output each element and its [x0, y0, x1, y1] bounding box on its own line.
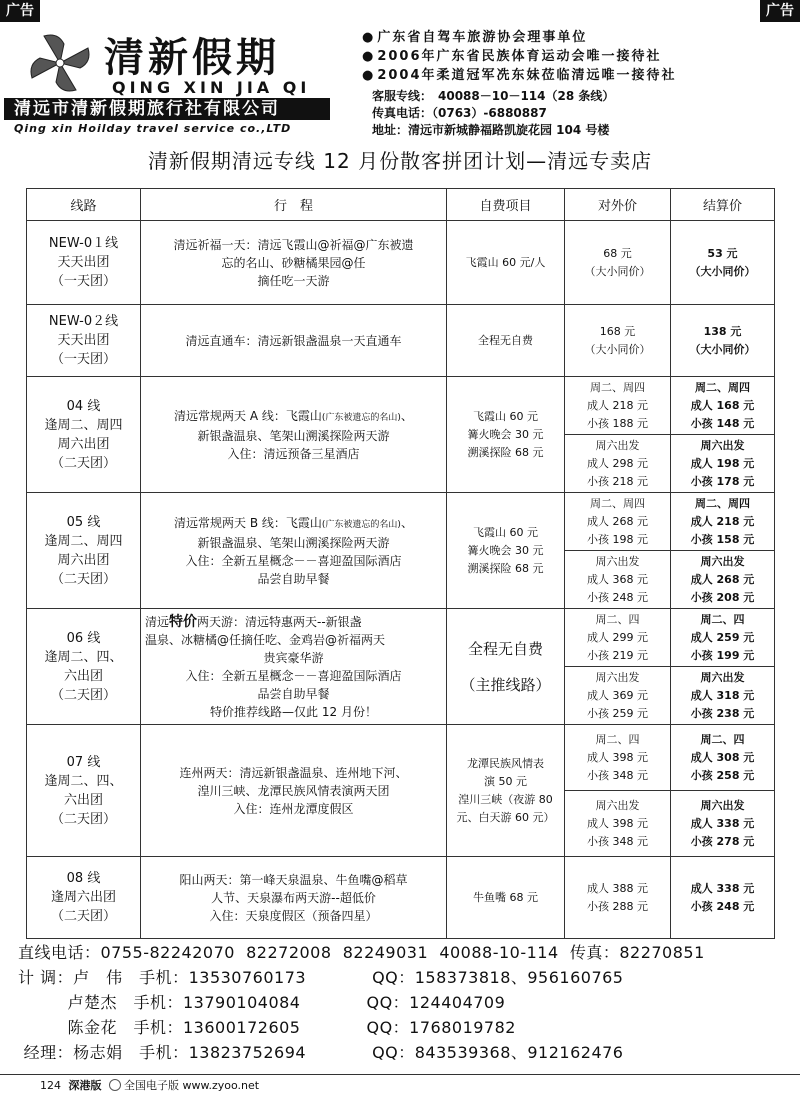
settle-price-cell: 成人 338 元 小孩 248 元 — [671, 857, 775, 939]
address: 地址：清远市新城静福路凯旋花园 104 号楼 — [372, 123, 610, 137]
manager-contact: 经理：杨志娟 手机：13823752694 QQ：843539368、912162476 — [18, 1043, 624, 1062]
site-logo-icon — [109, 1079, 121, 1091]
settle-price-cell: 周六出发 成人 268 元 小孩 208 元 — [671, 551, 775, 609]
itinerary-cell: 清远特价两天游：清远特惠两天--新银盏 温泉、冰糖橘@任摘任吃、金鸡岩@祈福两天 贵宾豪华游 入住：全新五星概念－－喜迎盈国际酒店 品尝自助早餐 特价推荐线路—仅此 12 月份！ — [141, 609, 447, 725]
settle-price-cell: 周六出发 成人 318 元 小孩 238 元 — [671, 667, 775, 725]
planner-contact: 卢楚杰 手机：13790104084 QQ：124404709 — [18, 993, 506, 1012]
settle-price-cell: 138 元 （大小同价） — [671, 305, 775, 377]
route-cell: 04 线 逢周二、周四 周六出团 （二天团） — [27, 377, 141, 493]
bottom-divider — [0, 1074, 800, 1075]
page-footer — [40, 1078, 259, 1094]
page-number: 124 — [40, 1079, 61, 1092]
credential-item: ● 广东省自驾车旅游协会理事单位 — [362, 28, 798, 47]
route-cell: 06 线 逢周二、四、 六出团 （二天团） — [27, 609, 141, 725]
public-price-cell: 周六出发 成人 368 元 小孩 248 元 — [565, 551, 671, 609]
itinerary-cell: 清远直通车：清远新银盏温泉一天直通车 — [141, 305, 447, 377]
table-row — [27, 725, 775, 791]
public-price-cell: 周六出发 成人 369 元 小孩 259 元 — [565, 667, 671, 725]
header-self-pay: 自费项目 — [447, 189, 565, 221]
route-cell: NEW-0２线 天天出团 （一天团） — [27, 305, 141, 377]
tour-schedule-table — [26, 188, 775, 939]
itinerary-cell: 清远常规两天 B 线：飞霞山(广东被遗忘的名山)、 新银盏温泉、笔架山溯溪探险两天游 入住：全新五星概念－－喜迎盈国际酒店 品尝自助早餐 — [141, 493, 447, 609]
self-pay-cell: 龙潭民族风情表 演 50 元 湟川三峡（夜游 80 元、白天游 60 元） — [447, 725, 565, 857]
public-price-cell: 成人 388 元 小孩 288 元 — [565, 857, 671, 939]
ad-label-right: 广告 — [760, 0, 800, 22]
company-english: Qing xin Hoilday travel service co.,LTD — [14, 122, 292, 135]
settle-price-cell: 周二、周四 成人 218 元 小孩 158 元 — [671, 493, 775, 551]
self-pay-cell: 全程无自费 （主推线路） — [447, 609, 565, 725]
public-price-cell: 周六出发 成人 398 元 小孩 348 元 — [565, 791, 671, 857]
public-price-cell: 周二、周四 成人 218 元 小孩 188 元 — [565, 377, 671, 435]
brand-pinyin: QING XIN JIA QI — [112, 78, 311, 97]
settle-price-cell: 周二、四 成人 259 元 小孩 199 元 — [671, 609, 775, 667]
settle-price-cell: 53 元 （大小同价） — [671, 221, 775, 305]
header-public-price: 对外价 — [565, 189, 671, 221]
table-row — [27, 493, 775, 551]
hotline: 客服专线： 40088－10－114（28 条线） — [372, 89, 615, 103]
itinerary-cell: 连州两天：清远新银盏温泉、连州地下河、 湟川三峡、龙潭民族风情表演两天团 入住：连州龙潭度假区 — [141, 725, 447, 857]
site-link[interactable]: 全国电子版 www.zyoo.net — [124, 1079, 260, 1092]
public-price-cell: 168 元 （大小同价） — [565, 305, 671, 377]
self-pay-cell: 飞霞山 60 元 篝火晚会 30 元 溯溪探险 68 元 — [447, 377, 565, 493]
itinerary-cell: 清远常规两天 A 线：飞霞山(广东被遗忘的名山)、 新银盏温泉、笔架山溯溪探险两天游 入住：清远预备三星酒店 — [141, 377, 447, 493]
route-cell: 07 线 逢周二、四、 六出团 （二天团） — [27, 725, 141, 857]
itinerary-cell: 阳山两天：第一峰天泉温泉、牛鱼嘴@稻草 人节、天泉瀑布两天游--超低价 入住：天泉度假区（预备四星） — [141, 857, 447, 939]
public-price-cell: 周六出发 成人 298 元 小孩 218 元 — [565, 435, 671, 493]
planner-contact: 计 调：卢 伟 手机：13530760173 QQ：158373818、956160765 — [18, 968, 624, 987]
pinwheel-logo-icon — [24, 30, 96, 96]
header — [0, 22, 800, 142]
settle-price-cell: 周六出发 成人 198 元 小孩 178 元 — [671, 435, 775, 493]
self-pay-cell: 飞霞山 60 元/人 — [447, 221, 565, 305]
public-price-cell: 68 元 （大小同价） — [565, 221, 671, 305]
self-pay-cell: 全程无自费 — [447, 305, 565, 377]
table-row — [27, 221, 775, 305]
table-row — [27, 857, 775, 939]
header-route: 线路 — [27, 189, 141, 221]
table-header-row — [27, 189, 775, 221]
route-cell: 08 线 逢周六出团 （二天团） — [27, 857, 141, 939]
route-cell: NEW-0１线 天天出团 （一天团） — [27, 221, 141, 305]
settle-price-cell: 周二、四 成人 308 元 小孩 258 元 — [671, 725, 775, 791]
contact-footer — [18, 940, 788, 1065]
direct-phone-line: 直线电话：0755-82242070 82272008 82249031 40088-10-114 传真：82270851 — [18, 943, 705, 962]
header-itinerary: 行 程 — [141, 189, 447, 221]
header-settle-price: 结算价 — [671, 189, 775, 221]
self-pay-cell: 牛鱼嘴 68 元 — [447, 857, 565, 939]
contact-block — [372, 88, 792, 139]
public-price-cell: 周二、四 成人 299 元 小孩 219 元 — [565, 609, 671, 667]
self-pay-cell: 飞霞山 60 元 篝火晚会 30 元 溯溪探险 68 元 — [447, 493, 565, 609]
public-price-cell: 周二、周四 成人 268 元 小孩 198 元 — [565, 493, 671, 551]
route-cell: 05 线 逢周二、周四 周六出团 （二天团） — [27, 493, 141, 609]
itinerary-cell: 清远祈福一天：清远飞霞山@祈福@广东被遗 忘的名山、砂糖橘果园@任 摘任吃一天游 — [141, 221, 447, 305]
credential-item: ● 2004年柔道冠军冼东妹莅临清远唯一接待社 — [362, 66, 798, 85]
credentials-list — [362, 28, 798, 85]
brand-name: 清新假期 — [104, 34, 280, 81]
table-row — [27, 305, 775, 377]
fax: 传真电话：（0763）-6880887 — [372, 106, 547, 120]
company-name: 清远市清新假期旅行社有限公司 — [4, 98, 330, 120]
ad-label-left: 广告 — [0, 0, 40, 22]
edition-label: 深港版 — [68, 1079, 102, 1092]
planner-contact: 陈金花 手机：13600172605 QQ：1768019782 — [18, 1018, 516, 1037]
credential-item: ● 2006年广东省民族体育运动会唯一接待社 — [362, 47, 798, 66]
public-price-cell: 周二、四 成人 398 元 小孩 348 元 — [565, 725, 671, 791]
page-title: 清新假期清远专线 12 月份散客拼团计划—清远专卖店 — [147, 149, 653, 173]
table-row — [27, 377, 775, 435]
settle-price-cell: 周二、周四 成人 168 元 小孩 148 元 — [671, 377, 775, 435]
settle-price-cell: 周六出发 成人 338 元 小孩 278 元 — [671, 791, 775, 857]
table-row — [27, 609, 775, 667]
